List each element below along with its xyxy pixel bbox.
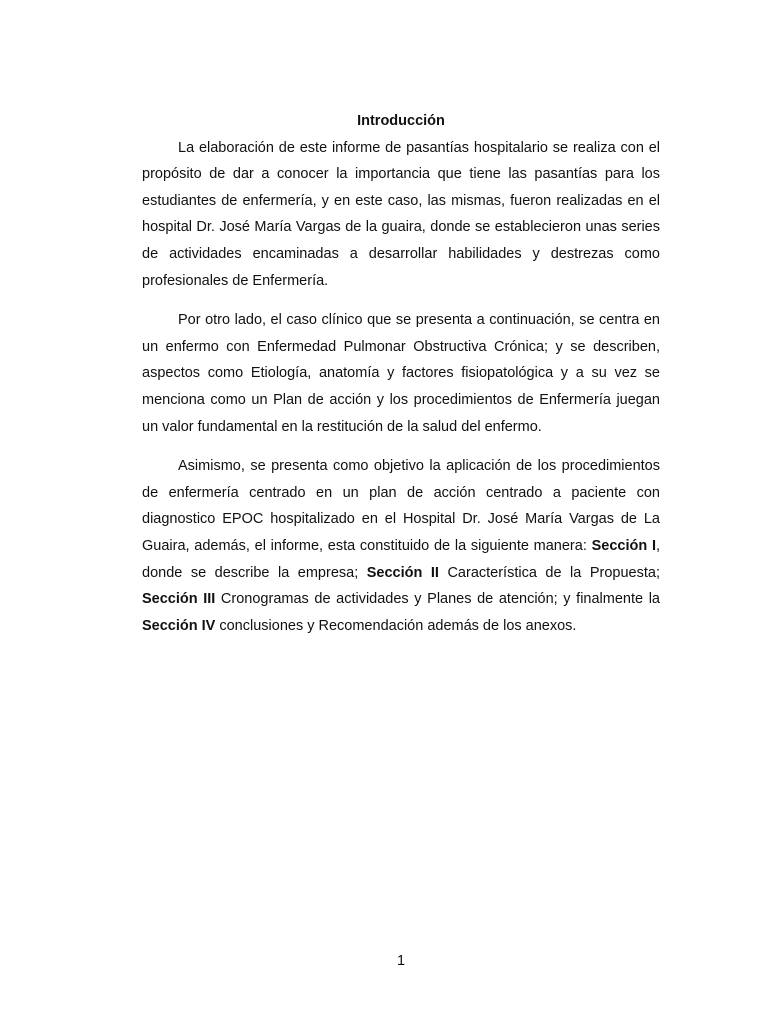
section-1-label: Sección I	[591, 537, 656, 554]
section-1-text: , donde se describe la empresa;	[142, 537, 660, 581]
document-body	[142, 108, 660, 639]
page-number: 1	[396, 953, 406, 969]
section-4-text: conclusiones y Recomendación además de los anexos.	[215, 617, 577, 634]
paragraph-objective	[142, 453, 660, 639]
section-3-label: Sección III	[142, 591, 216, 608]
document-title: Introducción	[357, 113, 445, 129]
paragraph-clinical-case: Por otro lado, el caso clínico que se presenta a continuación, se centra en un enfermo con Enfermedad Pulmonar Obstructiva Crónica; y se describen, aspectos como Etiología, anatomía y factores fisiopatológica y a su vez se menciona como un Plan de acción y los procedimientos de Enfermería juegan un valor fundamental en la restitución de la salud del enfermo.	[142, 312, 660, 435]
section-4-label: Sección IV	[142, 617, 216, 634]
section-2-label: Sección II	[366, 564, 439, 581]
section-2-text: Característica de la Propuesta;	[438, 564, 660, 581]
section-3-text: Cronogramas de actividades y Planes de atención; y finalmente la	[215, 591, 660, 608]
paragraph-intro: La elaboración de este informe de pasantías hospitalario se realiza con el propósito de dar a conocer la importancia que tiene las pasantías para los estudiantes de enfermería, y en este caso, las mismas, fueron realizadas en el hospital Dr. José María Vargas de la guaira, donde se establecieron unas series de actividades encaminadas a desarrollar habilidades y destrezas como profesionales de Enfermería.	[142, 139, 660, 289]
objective-intro-text: Asimismo, se presenta como objetivo la aplicación de los procedimientos de enfermería centrado en un plan de acción centrado a paciente con diagnostico EPOC hospitalizado en el Hospital Dr. José María Vargas de La Guaira, además, el informe, esta constituido de la siguiente manera:	[142, 458, 660, 554]
